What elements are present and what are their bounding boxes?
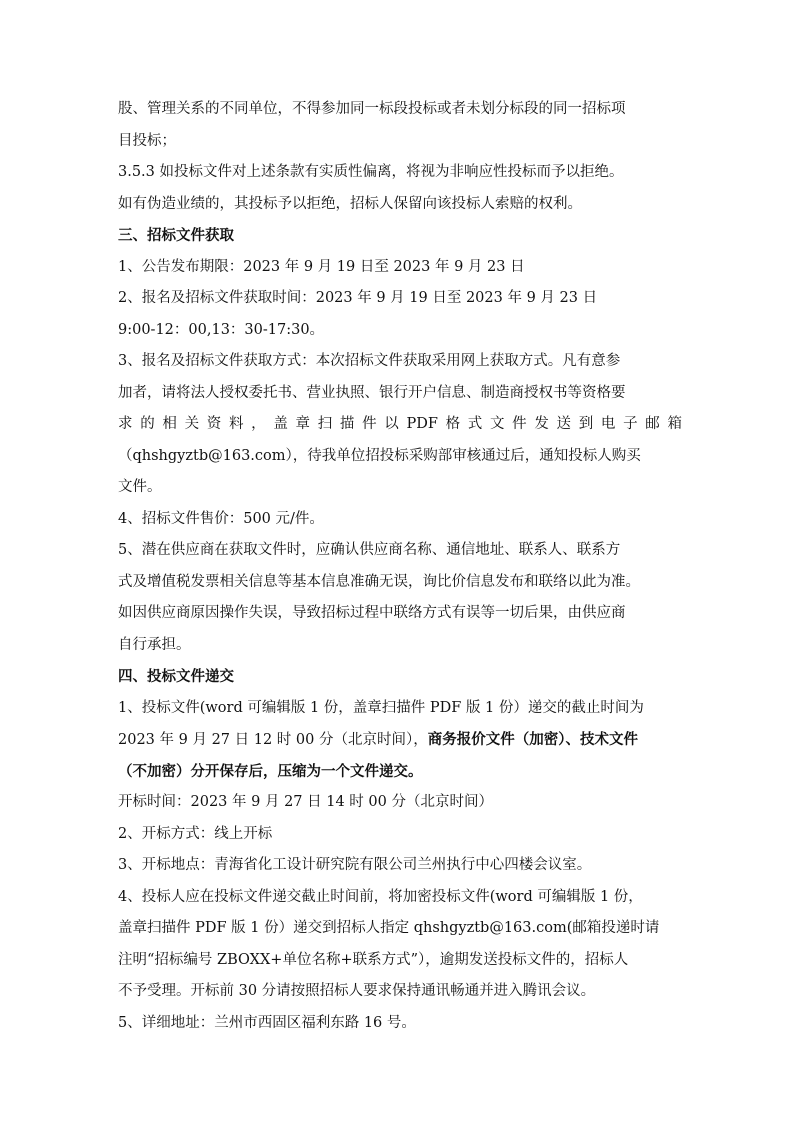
text-line: 3、开标地点：青海省化工设计研究院有限公司兰州执行中心四楼会议室。 bbox=[118, 857, 592, 873]
justified-text-part: 以 bbox=[384, 416, 399, 432]
justified-text-part: 章 bbox=[295, 416, 310, 432]
justified-text-part: 邮 bbox=[645, 416, 660, 432]
text-line: 如有伪造业绩的，其投标予以拒绝，招标人保留向该投标人索赔的权利。 bbox=[118, 195, 582, 212]
justified-text-part: 文 bbox=[489, 416, 505, 432]
justified-text-part: 相 bbox=[162, 416, 177, 432]
text-line: 1、投标文件(word 可编辑版 1 份，盖章扫描件 PDF 版 1 份）递交的截止时间为 bbox=[118, 699, 644, 716]
text-line: 股、管理关系的不同单位，不得参加同一标段投标或者未划分标段的同一招标项 bbox=[118, 101, 626, 117]
bold-text-line: （不加密）分开保存后，压缩为一个文件递交。 bbox=[118, 762, 423, 780]
text-line: 如因供应商原因操作失误，导致招标过程中联络方式有误等一切后果，由供应商 bbox=[118, 605, 626, 621]
justified-text-part: 资 bbox=[206, 416, 222, 432]
justified-text-part: 发 bbox=[534, 416, 549, 432]
section-heading-3: 三、招标文件获取 bbox=[118, 227, 234, 244]
text-line: 盖章扫描件 PDF 版 1 份）递交到招标人指定 qhshgyztb@163.com(邮箱投递时请 bbox=[118, 920, 660, 936]
justified-text-part: 描 bbox=[339, 416, 355, 432]
justified-text-part: 料 bbox=[228, 416, 244, 432]
justified-text-part: 电 bbox=[600, 416, 616, 432]
justified-text-part: 格 bbox=[445, 416, 461, 432]
text-line: 加者，请将法人授权委托书、营业执照、银行开户信息、制造商授权书等资格要 bbox=[118, 384, 626, 401]
text-line: 3.5.3 如投标文件对上述条款有实质性偏离，将视为非响应性投标而予以拒绝。 bbox=[118, 164, 624, 180]
justified-text-part: 件 bbox=[362, 416, 377, 432]
justified-text-part: 式 bbox=[467, 416, 483, 432]
text-line: 不予受理。开标前 30 分请按照招标人要求保持通讯畅通并进入腾讯会议。 bbox=[118, 983, 596, 999]
text-line: 2、开标方式：线上开标 bbox=[118, 825, 273, 842]
text-line: 4、投标人应在投标文件递交截止时间前，将加密投标文件(word 可编辑版 1 份， bbox=[118, 888, 643, 905]
text-line: 4、招标文件售价：500 元/件。 bbox=[118, 510, 324, 527]
text-line: 注明“招标编号 ZBOXX+单位名称+联系方式”），逾期发送投标文件的，招标人 bbox=[118, 951, 629, 968]
text-line: 1、公告发布期限：2023 年 9 月 19 日至 2023 年 9 月 23 日 bbox=[118, 258, 525, 275]
justified-text-part: 的 bbox=[140, 416, 155, 432]
text-line: （qhshgyztb@163.com），待我单位招投标采购部审核通过后，通知投标人购买 bbox=[118, 447, 641, 464]
text-line: 目投标； bbox=[118, 132, 176, 149]
bold-text-span: 商务报价文件（加密）、技术文件 bbox=[427, 731, 638, 748]
justified-text-part: 关 bbox=[184, 416, 200, 432]
justified-text-part: 求 bbox=[118, 416, 133, 432]
document-body bbox=[118, 94, 682, 1039]
justified-text-part: 扫 bbox=[317, 416, 333, 432]
justified-text-part: 子 bbox=[623, 416, 638, 432]
text-line: 2、报名及招标文件获取时间：2023 年 9 月 19 日至 2023 年 9 月 23 日 bbox=[118, 290, 598, 306]
text-line: 式及增值税发票相关信息等基本信息准确无误，询比价信息发布和联络以此为准。 bbox=[118, 573, 640, 590]
text-line: 文件。 bbox=[118, 479, 162, 495]
text-span: 2023 年 9 月 27 日 12 时 00 分（北京时间）， bbox=[118, 732, 428, 748]
justified-text-part: 箱 bbox=[667, 416, 682, 432]
text-line: 5、潜在供应商在获取文件时，应确认供应商名称、通信地址、联系人、联系方 bbox=[118, 542, 621, 558]
justified-text-part: 到 bbox=[578, 416, 594, 432]
text-line: 开标时间：2023 年 9 月 27 日 14 时 00 分（北京时间） bbox=[118, 794, 493, 810]
text-line: 3、报名及招标文件获取方式：本次招标文件获取采用网上获取方式。凡有意参 bbox=[118, 353, 621, 369]
text-line: 自行承担。 bbox=[118, 636, 191, 653]
text-line-mixed bbox=[118, 724, 682, 756]
text-line: 5、详细地址：兰州市西固区福利东路 16 号。 bbox=[118, 1014, 416, 1031]
text-line: 9:00-12：00,13：30-17:30。 bbox=[118, 321, 325, 338]
justified-text-part: 送 bbox=[556, 416, 572, 432]
justified-text-part: PDF bbox=[406, 416, 438, 432]
section-heading-4: 四、投标文件递交 bbox=[118, 668, 234, 685]
justified-text-part: 盖 bbox=[273, 416, 288, 432]
justified-text-part: ， bbox=[251, 416, 266, 432]
justified-text-part: 件 bbox=[512, 416, 527, 432]
justified-text-line bbox=[118, 409, 682, 441]
